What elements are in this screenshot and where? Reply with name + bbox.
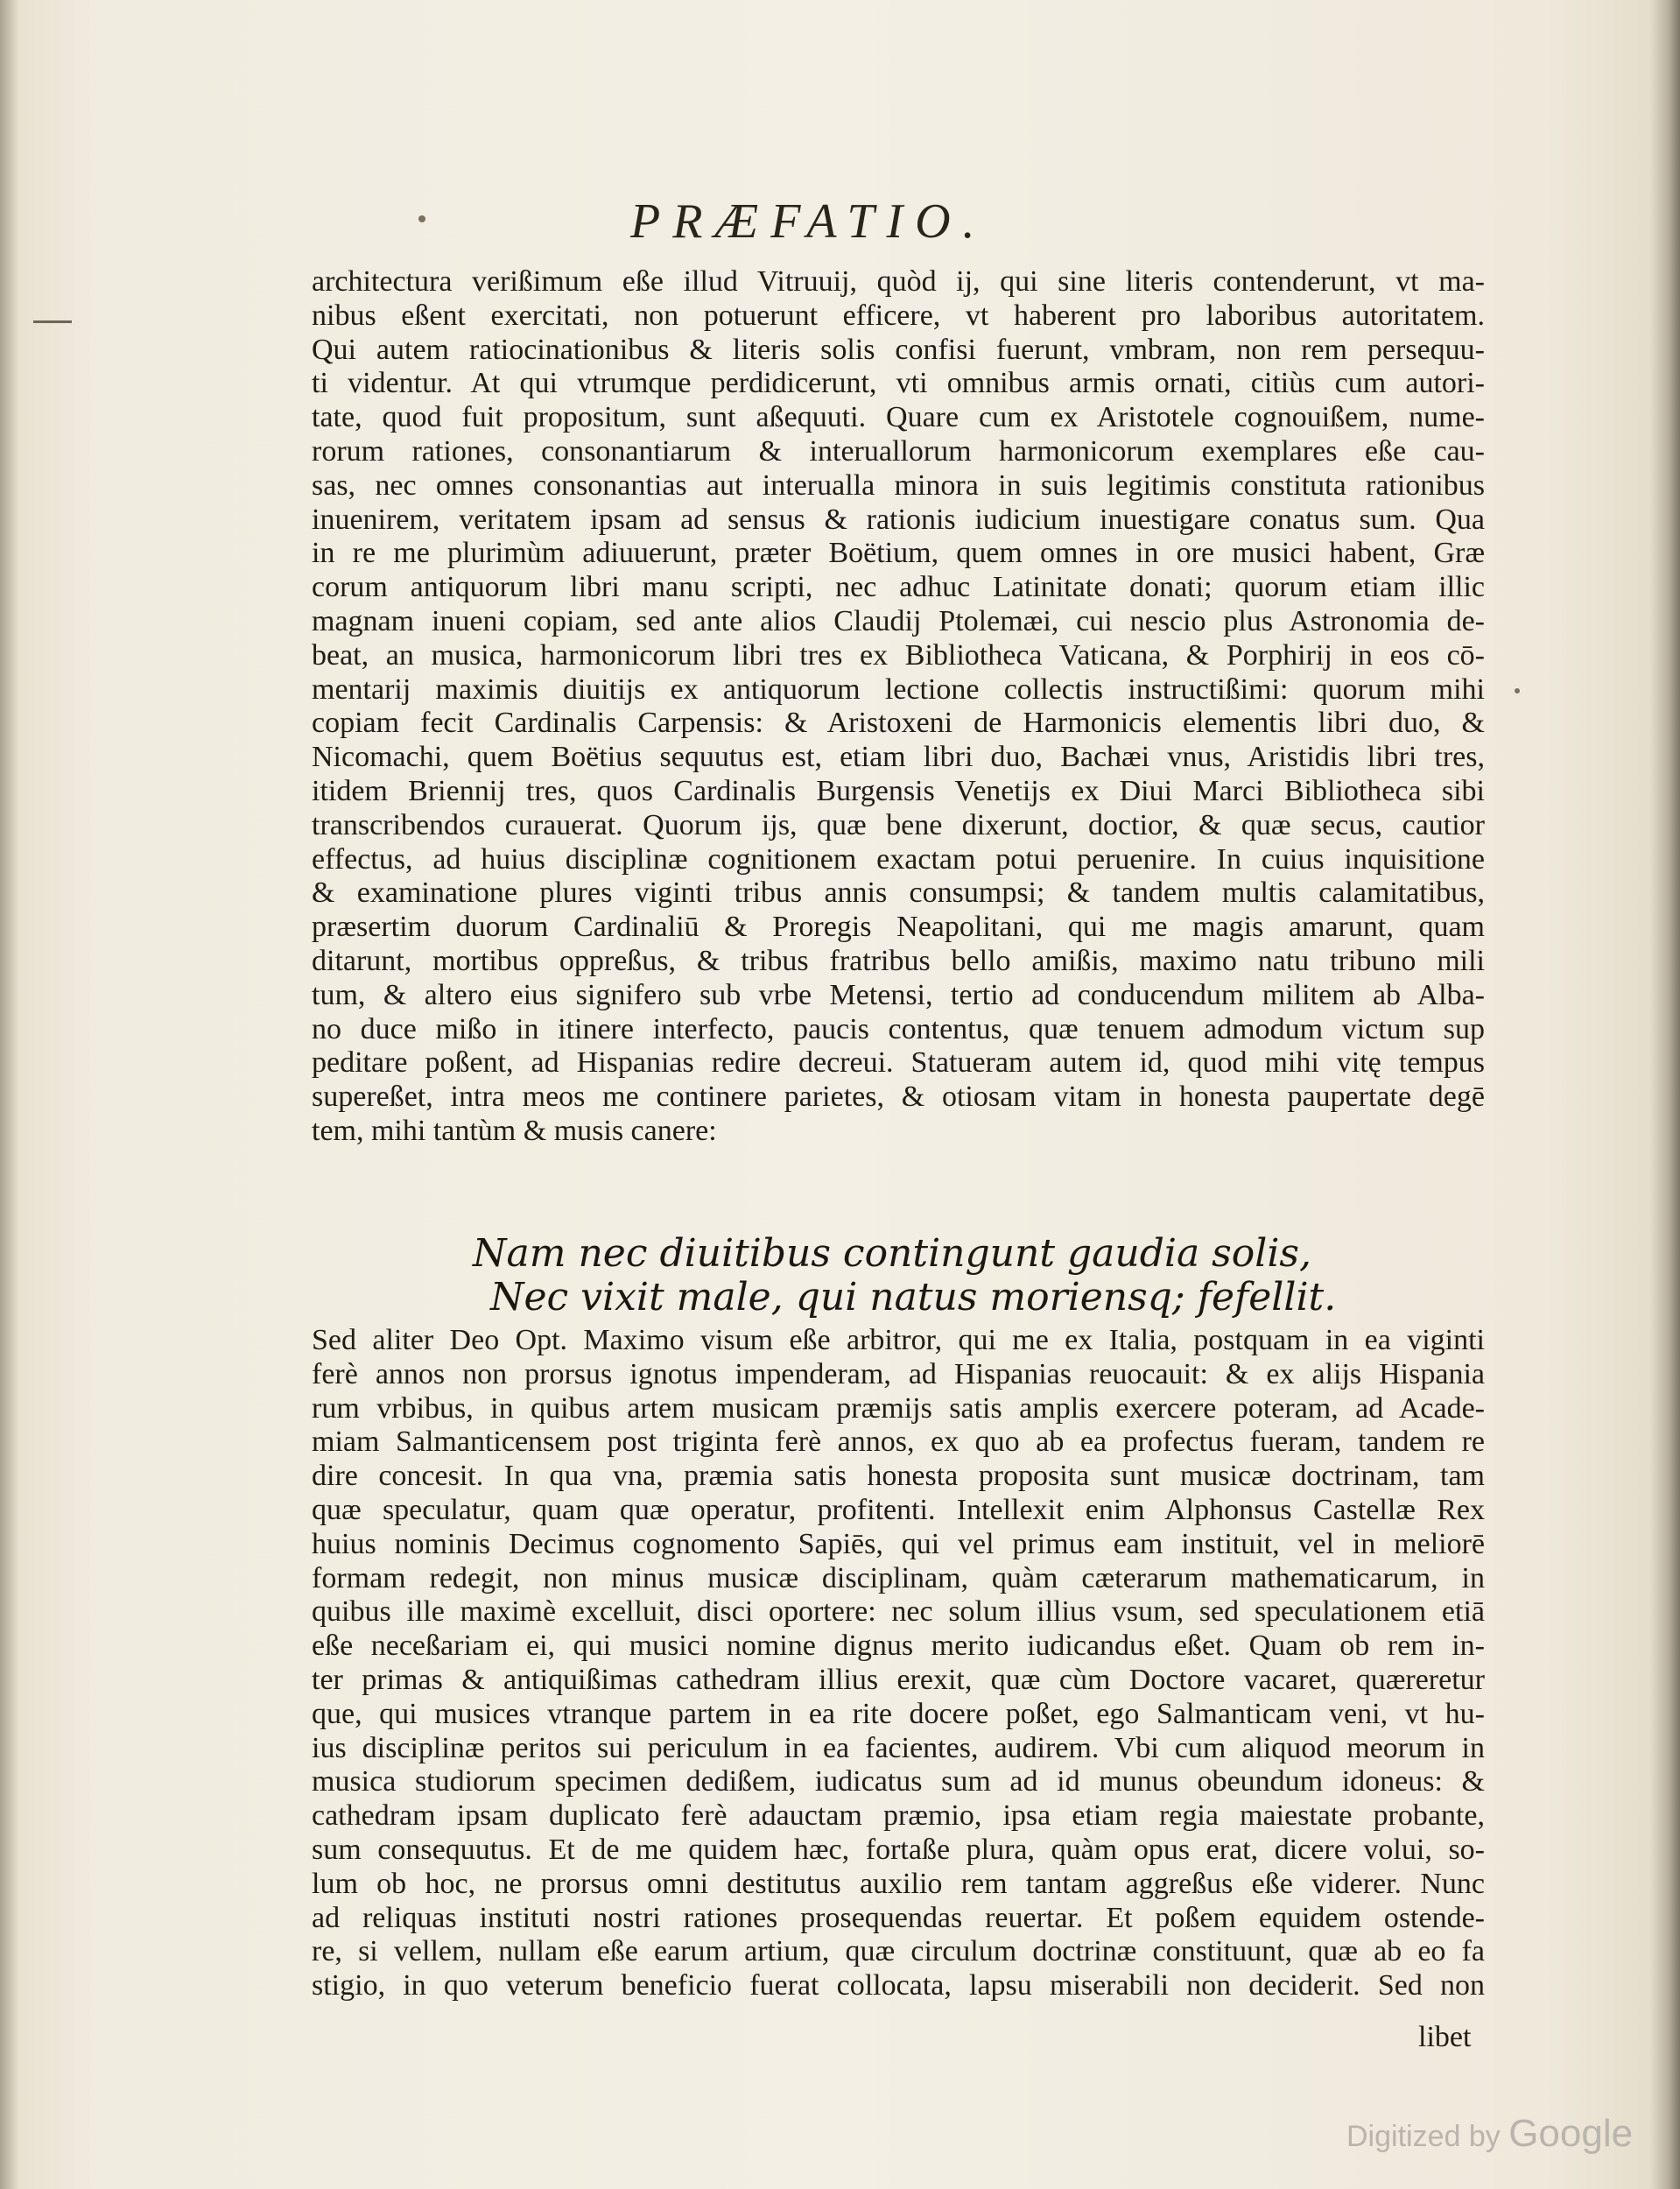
text-line: architectura verißimum eße illud Vitruuij, quòd ij, qui sine literis contenderunt, vt ma- [312,265,1485,298]
text-line: dire concesit. In qua vna, præmia satis honesta proposita sunt musicæ doctrinam, tam [312,1460,1485,1493]
text-line: tum, & altero eius signifero sub vrbe Metensi, tertio ad conducendum militem ab Alba- [312,978,1485,1011]
text-line: mentarij maximis diuitijs ex antiquorum lectione collectis instructißimi: quorum mihi [312,672,1485,706]
ink-spot [418,215,425,222]
text-line: nibus eßent exercitati, non potuerunt efficere, vt haberent pro laboribus autoritatem. [312,299,1485,332]
text-line: sum consequutus. Et de me quidem hæc, fortaße plura, quàm opus erat, dicere volui, so- [312,1833,1485,1866]
text-line: stigio, in quo veterum beneficio fuerat collocata, lapsu miserabili non deciderit. Sed non [312,1969,1485,2002]
text-line: ius disciplinæ peritos sui periculum in ea facientes, audirem. Vbi cum aliquod meorum in [312,1731,1485,1764]
text-line: tate, quod fuit propositum, sunt aßequuti. Quare cum ex Aristotele cognouißem, nume- [312,401,1485,434]
text-line: inuenirem, veritatem ipsam ad sensus & rationis iudicium inuestigare conatus sum. Qua [312,503,1485,536]
text-line: ad reliquas instituti nostri rationes prosequendas reuertar. Et poßem equidem ostende- [312,1901,1485,1934]
catchword: libet [1418,2021,1472,2053]
text-line: supereßet, intra meos me continere parietes, & otiosam vitam in honesta paupertate degē [312,1080,1485,1114]
text-line: ti videntur. At qui vtrumque perdidicerunt, vti omnibus armis ornati, citiùs cum autori- [312,367,1485,400]
google-logo-text: Google [1508,2112,1634,2155]
text-line: musica studiorum specimen dedißem, iudicatus sum ad id munus obeundum idoneus: & [312,1765,1485,1798]
text-line: tem, mihi tantùm & musis canere: [312,1114,717,1147]
text-line: que, qui musices vtranque partem in ea rite docere poßet, ego Salmanticam veni, vt hu- [312,1697,1485,1730]
text-line: præsertim duorum Cardinaliū & Proregis Neapolitani, qui me magis amarunt, quam [312,911,1485,944]
text-line: Nicomachi, quem Boëtius sequutus est, etiam libri duo, Bachæi vnus, Aristidis libri tres, [312,741,1485,774]
text-line: re, si vellem, nullam eße earum artium, quæ circulum doctrinæ constituunt, quæ ab eo fa [312,1935,1485,1968]
text-line: rum vrbibus, in quibus artem musicam præmijs satis amplis exercere poteram, ad Acade- [312,1391,1485,1425]
text-line: quibus ille maximè excelluit, disci oportere: nec solum illius vsum, sed speculationem etiā [312,1595,1485,1629]
verse-line-2: Nec vixit male, qui natus moriensq; fefellit. [490,1275,1337,1320]
margin-rule-mark [33,320,72,323]
prose-paragraph-2 [312,1324,1485,2003]
text-line: eße neceßariam ei, qui musici nomine dignus merito iudicandus eßet. Quam ob rem in- [312,1629,1485,1663]
text-line: cathedram ipsam duplicato ferè adauctam præmio, ipsa etiam regia maiestate probante, [312,1799,1485,1833]
text-line: quæ speculatur, quam quæ operatur, profitenti. Intellexit enim Alphonsus Castellæ Rex [312,1493,1485,1526]
text-line: no duce mißo in itinere interfecto, paucis contentus, quæ tenuem admodum victum sup [312,1012,1485,1045]
text-line: ferè annos non prorsus ignotus impenderam, ad Hispanias reuocauit: & ex alijs Hispania [312,1357,1485,1390]
text-line: huius nominis Decimus cognomento Sapiēs, qui vel primus eam instituit, vel in meliorē [312,1527,1485,1560]
text-line: effectus, ad huius disciplinæ cognitionem exactam potui peruenire. In cuius inquisitione [312,842,1485,876]
text-line: & examinatione plures viginti tribus annis consumpsi; & tandem multis calamitatibus, [312,876,1485,910]
text-line: ter primas & antiquißimas cathedram illius erexit, quæ cùm Doctore vacaret, quæreretur [312,1663,1485,1696]
text-line: copiam fecit Cardinalis Carpensis: & Aristoxeni de Harmonicis elementis libri duo, & [312,707,1485,740]
running-head-title: PRÆFATIO. [630,194,988,249]
text-line: Sed aliter Deo Opt. Maximo visum eße arbitror, qui me ex Italia, postquam in ea viginti [312,1324,1485,1356]
prose-paragraph-1 [312,265,1485,1149]
page-gutter-shadow [0,0,19,2189]
text-line: corum antiquorum libri manu scripti, nec adhuc Latinitate donati; quorum etiam illic [312,571,1485,604]
digitized-watermark [1346,2112,1633,2156]
text-line: sas, nec omnes consonantias aut interualla minora in suis legitimis constituta rationibus [312,468,1485,502]
text-line: peditare poßent, ad Hispanias redire decreui. Statueram autem id, quod mihi vitę tempus [312,1046,1485,1080]
text-line: magnam inueni copiam, sed ante alios Claudij Ptolemæi, cui nescio plus Astronomia de- [312,604,1485,637]
text-line: in re me plurimùm adiuuerunt, præter Boëtium, quem omnes in ore musici habent, Græ [312,537,1485,570]
text-line: itidem Briennij tres, quos Cardinalis Burgensis Venetijs ex Diui Marci Bibliotheca sibi [312,774,1485,807]
text-line: ditarunt, mortibus oppreßus, & tribus fratribus bello amißis, maximo natu tribuno mili [312,944,1485,977]
text-line: lum ob hoc, ne prorsus omni destitutus auxilio rem tantam aggreßus eße viderer. Nunc [312,1867,1485,1900]
verse-line-1: Nam nec diuitibus contingunt gaudia solis, [473,1231,1311,1276]
text-line: Qui autem ratiocinationibus & literis solis confisi fuerunt, vmbram, non rem persequu- [312,333,1485,366]
text-line: miam Salmanticensem post triginta ferè annos, ex quo ab ea profectus fueram, tandem re [312,1425,1485,1459]
text-line: rorum rationes, consonantiarum & interuallorum harmonicorum exemplares eße cau- [312,434,1485,468]
text-line: formam redegit, non minus musicæ disciplinam, quàm cæterarum mathematicarum, in [312,1561,1485,1594]
watermark-prefix: Digitized by [1346,2120,1501,2153]
ink-spot [1515,688,1520,693]
page-edge-shadow [1650,0,1680,2189]
text-line: transcribendos curauerat. Quorum ijs, quæ bene dixerunt, doctior, & quæ secus, cautior [312,808,1485,841]
text-line: beat, an musica, harmonicorum libri tres ex Bibliotheca Vaticana, & Porphirij in eos cō- [312,638,1485,672]
